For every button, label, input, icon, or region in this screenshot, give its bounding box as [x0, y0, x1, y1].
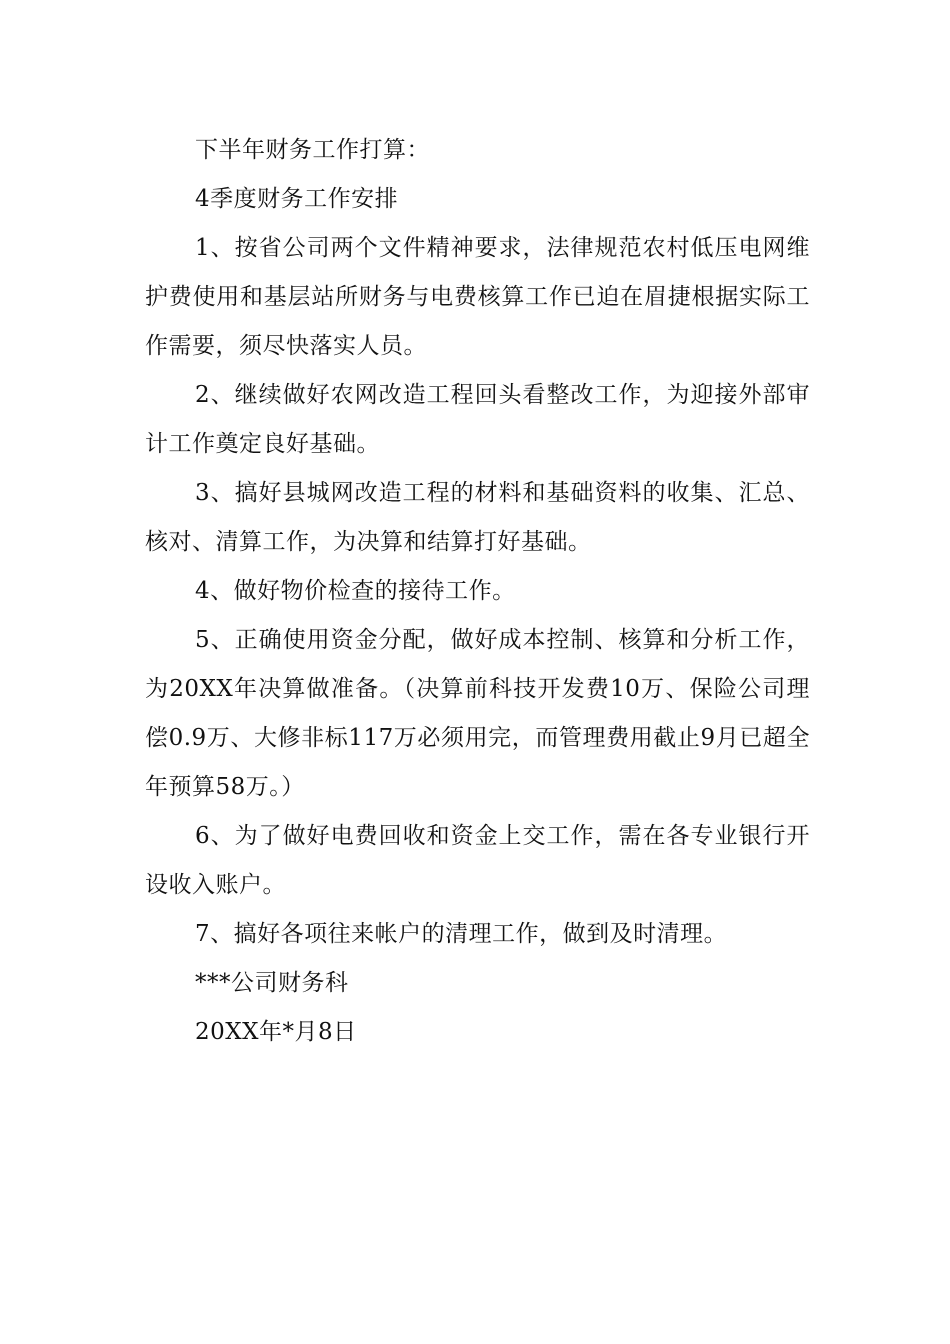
signature: ***公司财务科: [195, 970, 349, 996]
section-heading: 下半年财务工作打算：: [195, 137, 430, 163]
list-item: 3、搞好县城网改造工程的材料和基础资料的收集、汇总、核对、清算工作，为决算和结算打好基础。: [145, 480, 810, 555]
list-item: 2、继续做好农网改造工程回头看整改工作，为迎接外部审计工作奠定良好基础。: [145, 382, 810, 457]
list-item: 5、正确使用资金分配，做好成本控制、核算和分析工作，为20XX年决算做准备。（决算前科技开发费10万、保险公司理偿0.9万、大修非标117万必须用完，而管理费用截止9月已超全年预算58万。）: [145, 627, 810, 800]
list-item: 6、为了做好电费回收和资金上交工作，需在各专业银行开设收入账户。: [145, 823, 810, 898]
list-item: 4、做好物价检查的接待工作。: [195, 578, 516, 604]
section-subheading: 4季度财务工作安排: [195, 186, 399, 212]
list-item: 1、按省公司两个文件精神要求，法律规范农村低压电网维护费使用和基层站所财务与电费核算工作已迫在眉捷根据实际工作需要，须尽快落实人员。: [145, 235, 810, 359]
list-item: 7、搞好各项往来帐户的清理工作，做到及时清理。: [195, 921, 728, 947]
document-body: [145, 126, 810, 1057]
document-date: 20XX年*月8日: [195, 1019, 357, 1045]
